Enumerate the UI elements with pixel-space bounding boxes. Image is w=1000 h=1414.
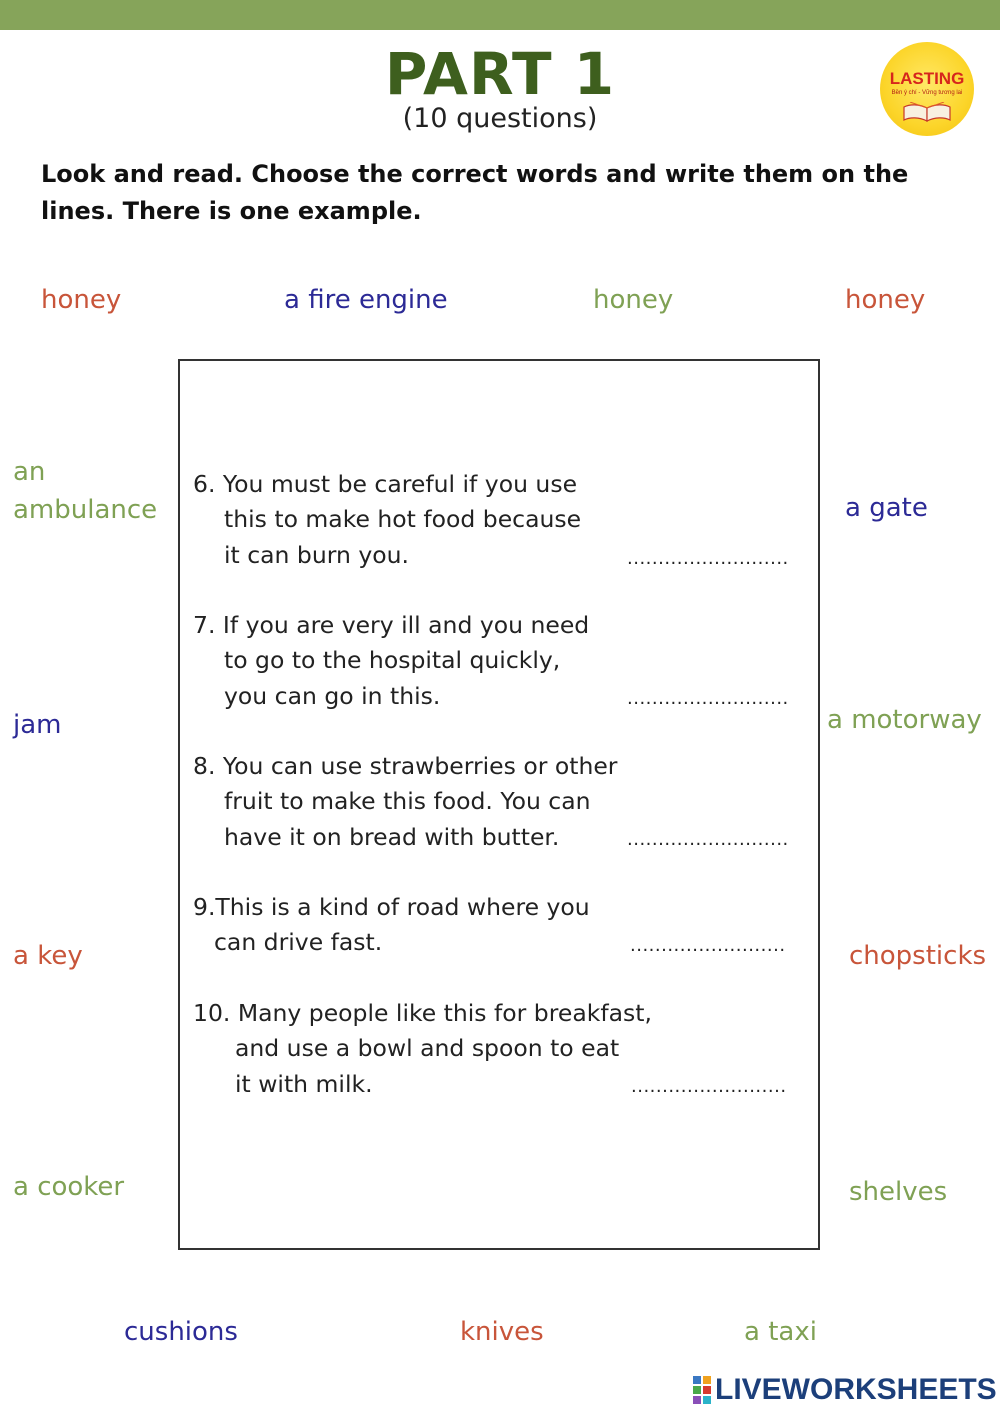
answer-line-10[interactable]: ......................... — [631, 1076, 787, 1097]
answer-line-9[interactable]: ......................... — [630, 935, 786, 956]
word-bank-left-1[interactable] — [13, 453, 157, 529]
word-bank-left-4[interactable]: a cooker — [13, 1172, 125, 1202]
logo-name: LASTING — [889, 69, 965, 88]
question-10-line-2: and use a bowl and spoon to eat — [235, 1034, 620, 1062]
answer-line-6[interactable]: .......................... — [627, 548, 789, 569]
word-bank-top-2[interactable]: a fire engine — [284, 285, 448, 315]
question-7-line-2: to go to the hospital quickly, — [224, 646, 561, 674]
instruction-text: Look and read. Choose the correct words and write them on the lines. There is one example. — [41, 160, 909, 225]
question-10-line-1: 10. Many people like this for breakfast, — [193, 999, 652, 1027]
word-bank-left-3[interactable]: a key — [13, 941, 83, 971]
answer-line-7[interactable]: .......................... — [627, 688, 789, 709]
question-8-line-1: 8. You can use strawberries or other — [193, 752, 618, 780]
question-9-line-1: 9.This is a kind of road where you — [193, 893, 590, 921]
answer-line-8[interactable]: .......................... — [627, 829, 789, 850]
word-line-2: ambulance — [13, 495, 158, 525]
word-bank-right-2[interactable]: a motorway — [827, 705, 982, 735]
page-title: PART 1 — [384, 40, 616, 108]
word-bank-right-1[interactable]: a gate — [845, 493, 928, 523]
question-10-line-3: it with milk. — [235, 1070, 373, 1098]
book-icon — [902, 102, 952, 124]
word-bank-top-3[interactable]: honey — [593, 285, 674, 315]
question-7-line-1: 7. If you are very ill and you need — [193, 611, 590, 639]
word-bank-top-1[interactable]: honey — [41, 285, 122, 315]
question-8-line-2: fruit to make this food. You can — [224, 787, 591, 815]
page-subtitle: (10 questions) — [402, 103, 598, 134]
word-bank-right-4[interactable]: shelves — [849, 1177, 948, 1207]
word-bank-bottom-3[interactable]: a taxi — [744, 1317, 817, 1347]
lasting-logo — [880, 42, 974, 136]
question-9-line-2: can drive fast. — [214, 928, 383, 956]
top-accent-bar — [0, 0, 1000, 30]
word-bank-left-2[interactable]: jam — [13, 710, 62, 740]
brand-name: LIVEWORKSHEETS — [715, 1373, 997, 1406]
word-bank-bottom-2[interactable]: knives — [460, 1317, 544, 1347]
question-8-line-3: have it on bread with butter. — [224, 823, 560, 851]
question-6-line-2: this to make hot food because — [224, 505, 582, 533]
word-line-1: an — [13, 457, 46, 487]
question-6-line-3: it can burn you. — [224, 541, 409, 569]
word-bank-bottom-1[interactable]: cushions — [124, 1317, 238, 1347]
logo-tagline: Bền ý chí - Vững tương lai — [891, 90, 963, 96]
word-bank-top-4[interactable]: honey — [845, 285, 926, 315]
liveworksheets-brand — [693, 1372, 997, 1408]
liveworksheets-icon — [693, 1376, 711, 1404]
word-bank-right-3[interactable]: chopsticks — [849, 941, 987, 971]
question-6-line-1: 6. You must be careful if you use — [193, 470, 578, 498]
question-7-line-3: you can go in this. — [224, 682, 441, 710]
